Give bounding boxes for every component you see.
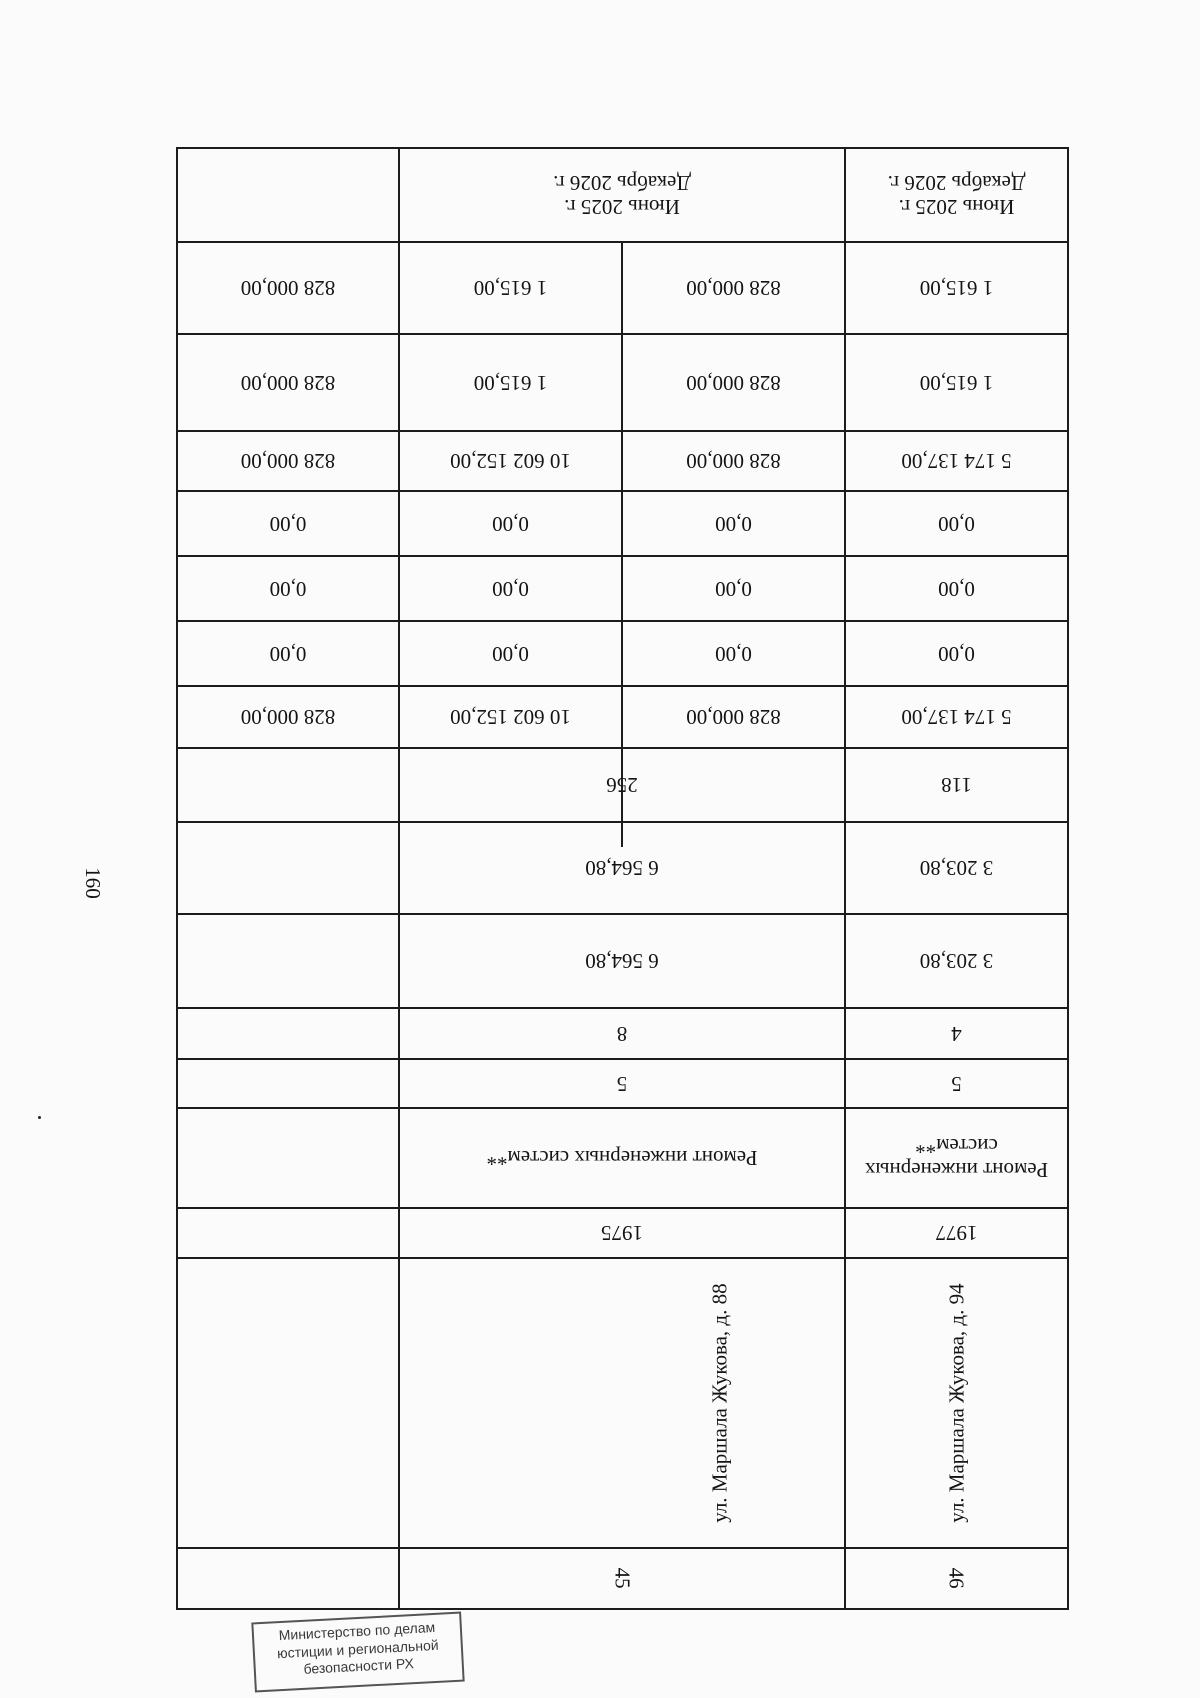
table-cell: 828 000,00	[240, 449, 336, 474]
table-cell: 828 000,00	[240, 705, 336, 730]
table-cell: 1 615,00	[473, 276, 548, 301]
table-frame	[176, 147, 1069, 1610]
row-number: 46	[944, 1567, 969, 1589]
row-number-cell	[846, 1549, 1067, 1608]
table-cell: 0,00	[938, 576, 975, 601]
table-cell: 828 000,00	[240, 276, 336, 301]
address-cell	[846, 1259, 1067, 1547]
table-cell: 0,00	[938, 641, 975, 666]
ministry-stamp	[251, 1612, 464, 1693]
table-cell: 4	[951, 1021, 962, 1046]
table-cell: 5 174 137,00	[901, 705, 1012, 730]
table-cell: 5 174 137,00	[901, 449, 1012, 474]
table-cell: 0,00	[269, 576, 307, 601]
table-cell: 828 000,00	[240, 370, 336, 395]
table-cell: 8	[616, 1021, 628, 1046]
table-cell: 3 203,80	[919, 856, 994, 881]
address-cell	[400, 1259, 844, 1547]
table-cell: 6 564,80	[585, 949, 659, 974]
table-cell: 0,00	[269, 511, 307, 536]
table-cell: 1 615,00	[473, 370, 548, 395]
header-period-cell: Июнь 2025 г. Декабрь 2026 г.	[887, 171, 1026, 220]
table-cell: 1 615,00	[919, 276, 994, 301]
stray-dot	[38, 1116, 41, 1119]
header-period-cell: Июнь 2025 г. Декабрь 2026 г.	[553, 171, 691, 220]
row-number-cell	[400, 1549, 844, 1608]
table-cell: 828 000,00	[686, 370, 781, 395]
table-cell: 5	[616, 1071, 628, 1096]
table-cell: 0,00	[269, 641, 307, 666]
table-cell: 6 564,80	[585, 856, 659, 881]
table-cell: 5	[951, 1071, 962, 1096]
table-cell: 256	[606, 773, 638, 798]
vline-right	[1067, 147, 1069, 1610]
table-cell: 0,00	[715, 576, 752, 601]
table-cell: 0,00	[492, 576, 529, 601]
table-cell: 828 000,00	[686, 276, 781, 301]
work-type-cell: Ремонт инженерных систем**	[864, 1134, 1049, 1183]
year-cell: 1975	[601, 1221, 643, 1246]
table-cell: 828 000,00	[686, 449, 781, 474]
table-cell: 0,00	[715, 511, 752, 536]
address-text: ул. Маршала Жукова, д. 94	[944, 1283, 969, 1523]
table-cell: 0,00	[492, 641, 529, 666]
table-cell: 828 000,00	[686, 705, 781, 730]
stamp-line: юстиции и региональной	[276, 1636, 439, 1661]
page-number: 160	[81, 867, 105, 899]
table-cell: 10 602 152,00	[450, 705, 571, 730]
table-cell: 10 602 152,00	[450, 449, 571, 474]
table-cell: 1 615,00	[919, 370, 994, 395]
stamp-line: Министерство по делам	[278, 1618, 436, 1644]
year-cell: 1977	[935, 1221, 978, 1246]
address-text: ул. Маршала Жукова, д. 88	[707, 1283, 732, 1523]
table-cell: 0,00	[715, 641, 752, 666]
row-number: 45	[610, 1567, 635, 1589]
table-cell: 0,00	[938, 511, 975, 536]
table-cell: 3 203,80	[919, 949, 994, 974]
table-cell: 0,00	[492, 511, 529, 536]
hline	[176, 1608, 1069, 1610]
table-cell: 118	[941, 773, 972, 798]
work-type-cell: Ремонт инженерных систем**	[486, 1146, 758, 1171]
stamp-line: безопасности РХ	[303, 1655, 415, 1677]
